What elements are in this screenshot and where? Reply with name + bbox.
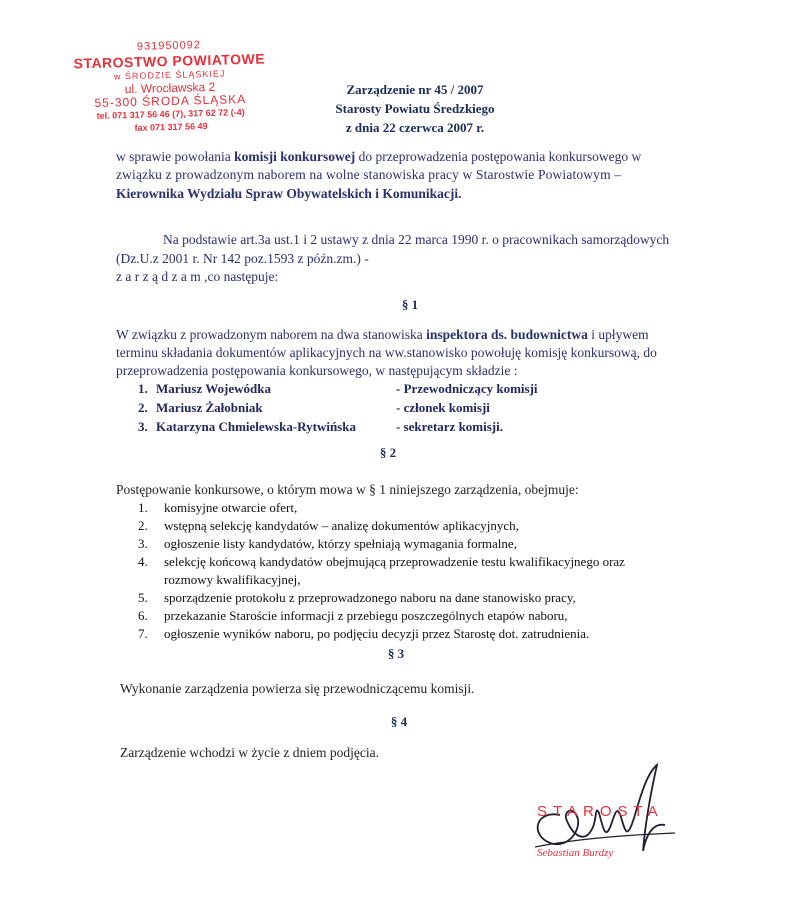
stamp-office-name: STAROSTWO POWIATOWE	[73, 50, 266, 72]
s4-text: Zarządzenie wchodzi w życie z dniem podjęcia.	[120, 745, 379, 760]
s2-intro: Postępowanie konkursowe, o którym mowa w § 1 niniejszego zarządzenia, obejmuje:	[116, 482, 579, 497]
section-3-title: § 3	[387, 646, 405, 661]
s1-line-2: terminu składania dokumentów aplikacyjnych na ww.stanowisko powołuję komisję konkursową, do	[116, 345, 657, 360]
basis-line-2: (Dz.U.z 2001 r. Nr 142 poz.1593 z późn.zm.) -	[116, 251, 369, 266]
section-4-title: § 4	[390, 714, 408, 729]
stamp-registration-number: 931950092	[136, 39, 202, 53]
member-role: - Przewodniczący komisji	[396, 381, 538, 396]
s1-line-3: przeprowadzenia postępowania konkursowego, w następującym składzie :	[116, 363, 518, 378]
stamp-office-location: w ŚRODZIE ŚLĄSKIEJ	[113, 68, 226, 82]
member-role: - członek komisji	[396, 400, 490, 415]
order-date: z dnia 22 czerwca 2007 r.	[345, 120, 485, 135]
basis-line-3: z a r z ą d z a m ,co następuje:	[116, 269, 279, 284]
member-name: Katarzyna Chmielewska-Rytwińska	[156, 419, 356, 434]
member-name: Mariusz Żałobniak	[156, 400, 263, 415]
subject-line-3: Kierownika Wydziału Spraw Obywatelskich i Komunikacji.	[116, 186, 462, 201]
issuer: Starosty Powiatu Średzkiego	[335, 101, 495, 116]
stamp-city: 55-300 ŚRODA ŚLĄSKA	[94, 92, 247, 110]
signatory-name-stamp: Sebastian Burdzy	[537, 847, 614, 859]
section-2-title: § 2	[379, 445, 397, 460]
subject-line-2: związku z prowadzonym naborem na wolne stanowiska pracy w Starostwie Powiatowym –	[116, 167, 622, 182]
s1-line-1: W związku z prowadzonym naborem na dwa stanowiska inspektora ds. budownictwa i upływem	[116, 327, 649, 342]
member-name: Mariusz Wojewódka	[156, 381, 271, 396]
s3-text: Wykonanie zarządzenia powierza się przewodniczącemu komisji.	[120, 681, 475, 696]
member-role: - sekretarz komisji.	[396, 419, 503, 434]
s1-position-emphasis: inspektora ds. budownictwa	[426, 327, 588, 342]
stamp-phone: tel. 071 317 56 46 (7), 317 62 72 (-4)	[96, 107, 245, 121]
order-number: Zarządzenie nr 45 / 2007	[346, 82, 484, 97]
signature-title-stamp: STAROSTA	[537, 803, 664, 820]
stamp-fax: fax 071 317 56 49	[134, 121, 208, 133]
signature-block	[515, 755, 695, 875]
section-1-title: § 1	[401, 297, 419, 312]
basis-line-1: Na podstawie art.3a ust.1 i 2 ustawy z dnia 22 marca 1990 r. o pracownikach samorządowych	[163, 232, 670, 247]
office-stamp	[69, 37, 271, 136]
stamp-street: ul. Wrocławska 2	[124, 79, 216, 97]
subject-emphasis: komisji konkursowej	[234, 149, 356, 164]
subject-line-1: w sprawie powołania komisji konkursowej do przeprowadzenia postępowania konkursowego w	[116, 149, 642, 164]
document-header	[300, 80, 530, 137]
